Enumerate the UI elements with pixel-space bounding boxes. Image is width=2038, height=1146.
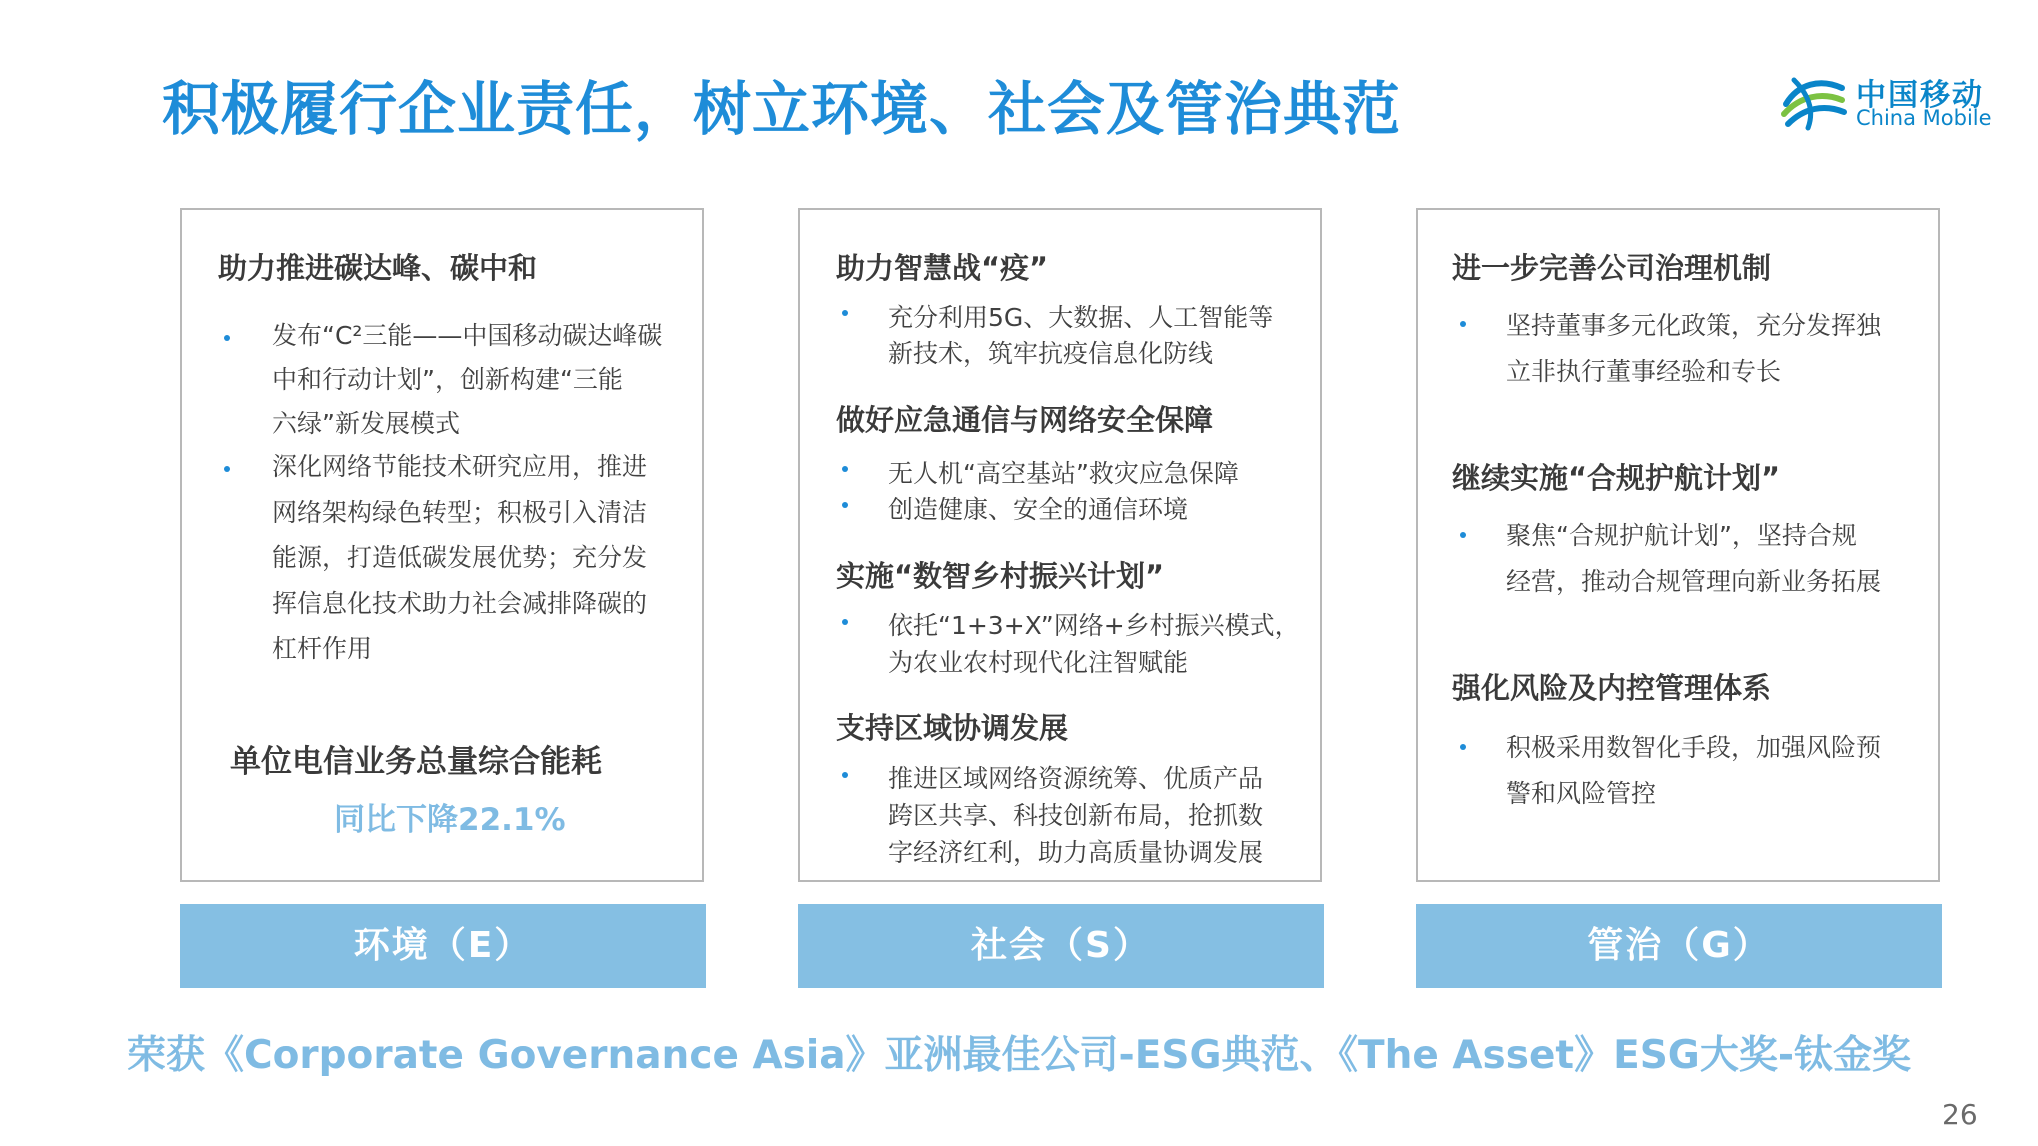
bullet-line: 积极采用数智化手段，加强风险预 [1506, 733, 1882, 762]
bullet-line: 充分利用5G、大数据、人工智能等 [888, 303, 1274, 332]
bullet-line: 中和行动计划”，创新构建“三能 [272, 365, 623, 394]
bullet-dot [842, 772, 848, 778]
bullet-dot [842, 466, 848, 472]
bullet-dot [224, 335, 230, 341]
bullet-line: 字经济红利，助力高质量协调发展 [888, 838, 1264, 867]
bullet-line: 推进区域网络资源统筹、优质产品 [888, 764, 1264, 793]
section-heading: 强化风险及内控管理体系 [1452, 671, 1772, 705]
bullet-line: 深化网络节能技术研究应用，推进 [272, 452, 648, 481]
section-heading: 助力推进碳达峰、碳中和 [218, 251, 538, 285]
bullet-dot [842, 619, 848, 625]
bullet-dot [1460, 321, 1466, 327]
section-heading: 继续实施“合规护航计划” [1452, 461, 1781, 495]
governance-card [1416, 208, 1940, 882]
page-number: 26 [1942, 1098, 1978, 1131]
social-tag: 社会（S） [798, 904, 1324, 988]
logo-text-en: China Mobile [1856, 106, 1992, 130]
bullet-line: 立非执行董事经验和专长 [1506, 357, 1782, 386]
bullet-line: 经营，推动合规管理向新业务拓展 [1506, 567, 1882, 596]
social-card [798, 208, 1322, 882]
kpi-title: 单位电信业务总量综合能耗 [230, 744, 602, 780]
bullet-line: 新技术，筑牢抗疫信息化防线 [888, 339, 1214, 368]
bullet-line: 能源，打造低碳发展优势；充分发 [272, 543, 648, 572]
kpi-value: 同比下降22.1% [334, 802, 566, 838]
china-mobile-logo-icon [1780, 66, 1848, 134]
bullet-line: 六绿”新发展模式 [272, 409, 460, 438]
bullet-line: 无人机“高空基站”救灾应急保障 [888, 459, 1239, 488]
section-heading: 支持区域协调发展 [836, 711, 1069, 745]
section-heading: 进一步完善公司治理机制 [1452, 251, 1772, 285]
bullet-line: 警和风险管控 [1506, 779, 1657, 808]
bullet-line: 依托“1+3+X”网络+乡村振兴模式， [888, 611, 1300, 640]
section-heading: 做好应急通信与网络安全保障 [836, 403, 1214, 437]
bullet-line: 网络架构绿色转型；积极引入清洁 [272, 498, 648, 527]
bullet-dot [224, 466, 230, 472]
bullet-line: 发布“C²三能——中国移动碳达峰碳 [272, 321, 663, 350]
governance-tag: 管治（G） [1416, 904, 1942, 988]
bullet-dot [842, 310, 848, 316]
bullet-line: 跨区共享、科技创新布局，抢抓数 [888, 801, 1264, 830]
logo-text-cn: 中国移动 [1856, 78, 1984, 113]
company-logo [1780, 66, 2000, 136]
bullet-line: 创造健康、安全的通信环境 [888, 495, 1189, 524]
section-heading: 实施“数智乡村振兴计划” [836, 559, 1165, 593]
bullet-line: 聚焦“合规护航计划”，坚持合规 [1506, 521, 1857, 550]
bullet-line: 挥信息化技术助力社会减排降碳的 [272, 589, 648, 618]
page-title: 积极履行企业责任，树立环境、社会及管治典范 [162, 75, 1402, 143]
section-heading: 助力智慧战“疫” [836, 251, 1049, 285]
bullet-dot [1460, 744, 1466, 750]
environment-tag: 环境（E） [180, 904, 706, 988]
bullet-dot [842, 502, 848, 508]
bullet-line: 坚持董事多元化政策，充分发挥独 [1506, 311, 1882, 340]
environment-card [180, 208, 704, 882]
award-statement: 荣获《Corporate Governance Asia》亚洲最佳公司-ESG典范、《The Asset》ESG大奖-钛金奖 [126, 1033, 1912, 1078]
bullet-line: 为农业农村现代化注智赋能 [888, 648, 1189, 677]
bullet-dot [1460, 532, 1466, 538]
bullet-line: 杠杆作用 [272, 634, 373, 663]
